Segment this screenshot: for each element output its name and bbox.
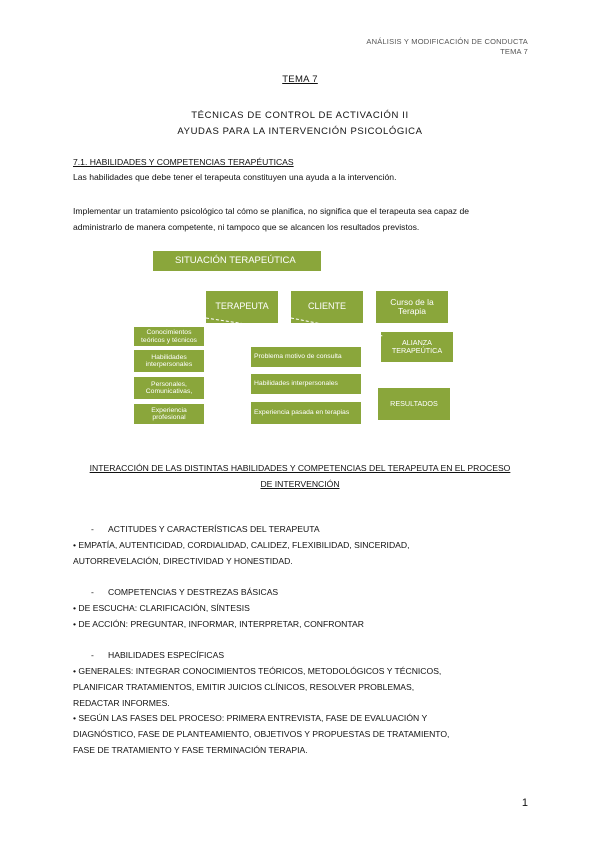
terapeuta-item: Habilidades interpersonales	[134, 350, 204, 372]
section-heading: 7.1. HABILIDADES Y COMPETENCIAS TERAPÉUTICAS	[73, 157, 294, 167]
header-subject: ANÁLISIS Y MODIFICACIÓN DE CONDUCTA	[366, 37, 528, 46]
cliente-item: Habilidades interpersonales	[251, 374, 361, 394]
bullet-dash: -	[91, 524, 94, 534]
connector-line	[206, 318, 376, 344]
paragraph-line: Implementar un tratamiento psicológico tal cómo se planifica, no significa que el terapeuta sea capaz de	[73, 206, 470, 216]
list-line: AUTORREVELACIÓN, DIRECTIVIDAD Y HONESTIDAD.	[73, 556, 293, 566]
connector-line	[291, 318, 383, 336]
cliente-item: Problema motivo de consulta	[251, 347, 361, 367]
subtitle-line-2: AYUDAS PARA LA INTERVENCIÓN PSICOLÓGICA	[177, 126, 423, 137]
list-heading: ACTITUDES Y CARACTERÍSTICAS DEL TERAPEUTA	[108, 524, 320, 534]
curso-terapia-box: Curso de la Terapia	[376, 291, 448, 323]
list-line: • EMPATÍA, AUTENTICIDAD, CORDIALIDAD, CALIDEZ, FLEXIBILIDAD, SINCERIDAD,	[73, 540, 410, 550]
terapeuta-item: Experiencia profesional	[134, 404, 204, 424]
list-line: REDACTAR INFORMES.	[73, 698, 170, 708]
list-line: • SEGÚN LAS FASES DEL PROCESO: PRIMERA ENTREVISTA, FASE DE EVALUACIÓN Y	[73, 713, 428, 723]
situacion-terapeutica-box: SITUACIÓN TERAPEÚTICA	[153, 251, 321, 271]
list-heading: COMPETENCIAS Y DESTREZAS BÁSICAS	[108, 587, 279, 597]
page-title: TEMA 7	[282, 74, 318, 85]
bullet-dash: -	[91, 587, 94, 597]
connector-line	[237, 271, 239, 291]
cliente-box: CLIENTE	[291, 291, 363, 323]
connector-line	[320, 262, 326, 264]
cliente-item: Experiencia pasada en terapias	[251, 402, 361, 424]
list-heading: HABILIDADES ESPECÍFICAS	[108, 650, 225, 660]
list-line: • DE ESCUCHA: CLARIFICACIÓN, SÍNTESIS	[73, 603, 250, 613]
alianza-box: ALIANZA TERAPEÚTICA	[381, 332, 453, 362]
bullet-dash: -	[91, 650, 94, 660]
resultados-box: RESULTADOS	[378, 388, 450, 420]
page-number: 1	[521, 797, 528, 809]
terapeuta-item: Conocimientos teóricos y técnicos	[134, 327, 204, 346]
interaction-heading-line-1: INTERACCIÓN DE LAS DISTINTAS HABILIDADES Y COMPETENCIAS DEL TERAPEUTA EN EL PROCESO	[89, 463, 511, 473]
subtitle-line-1: TÉCNICAS DE CONTROL DE ACTIVACIÓN II	[191, 110, 409, 121]
list-line: DIAGNÓSTICO, FASE DE PLANTEAMIENTO, OBJETIVOS Y PROPUESTAS DE TRATAMIENTO,	[73, 729, 450, 739]
connector-line	[316, 271, 318, 291]
interaction-heading-line-2: DE INTERVENCIÓN	[260, 479, 340, 489]
list-line: • GENERALES: INTEGRAR CONOCIMIENTOS TEÓRICOS, METODOLÓGICOS Y TÉCNICOS,	[73, 666, 442, 676]
list-line: PLANIFICAR TRATAMIENTOS, EMITIR JUICIOS CLÍNICOS, RESOLVER PROBLEMAS,	[73, 682, 415, 692]
paragraph-line: administrarlo de manera competente, ni tampoco que se alcancen los resultados previstos.	[73, 222, 420, 232]
terapeuta-item: Personales, Comunicativas,	[134, 377, 204, 399]
list-line: FASE DE TRATAMIENTO Y FASE TERMINACIÓN TERAPIA.	[73, 745, 308, 755]
intro-line: Las habilidades que debe tener el terapeuta constituyen una ayuda a la intervención.	[73, 172, 397, 182]
list-line: • DE ACCIÓN: PREGUNTAR, INFORMAR, INTERPRETAR, CONFRONTAR	[73, 619, 364, 629]
header-topic: TEMA 7	[500, 47, 528, 56]
terapeuta-box: TERAPEUTA	[206, 291, 278, 323]
